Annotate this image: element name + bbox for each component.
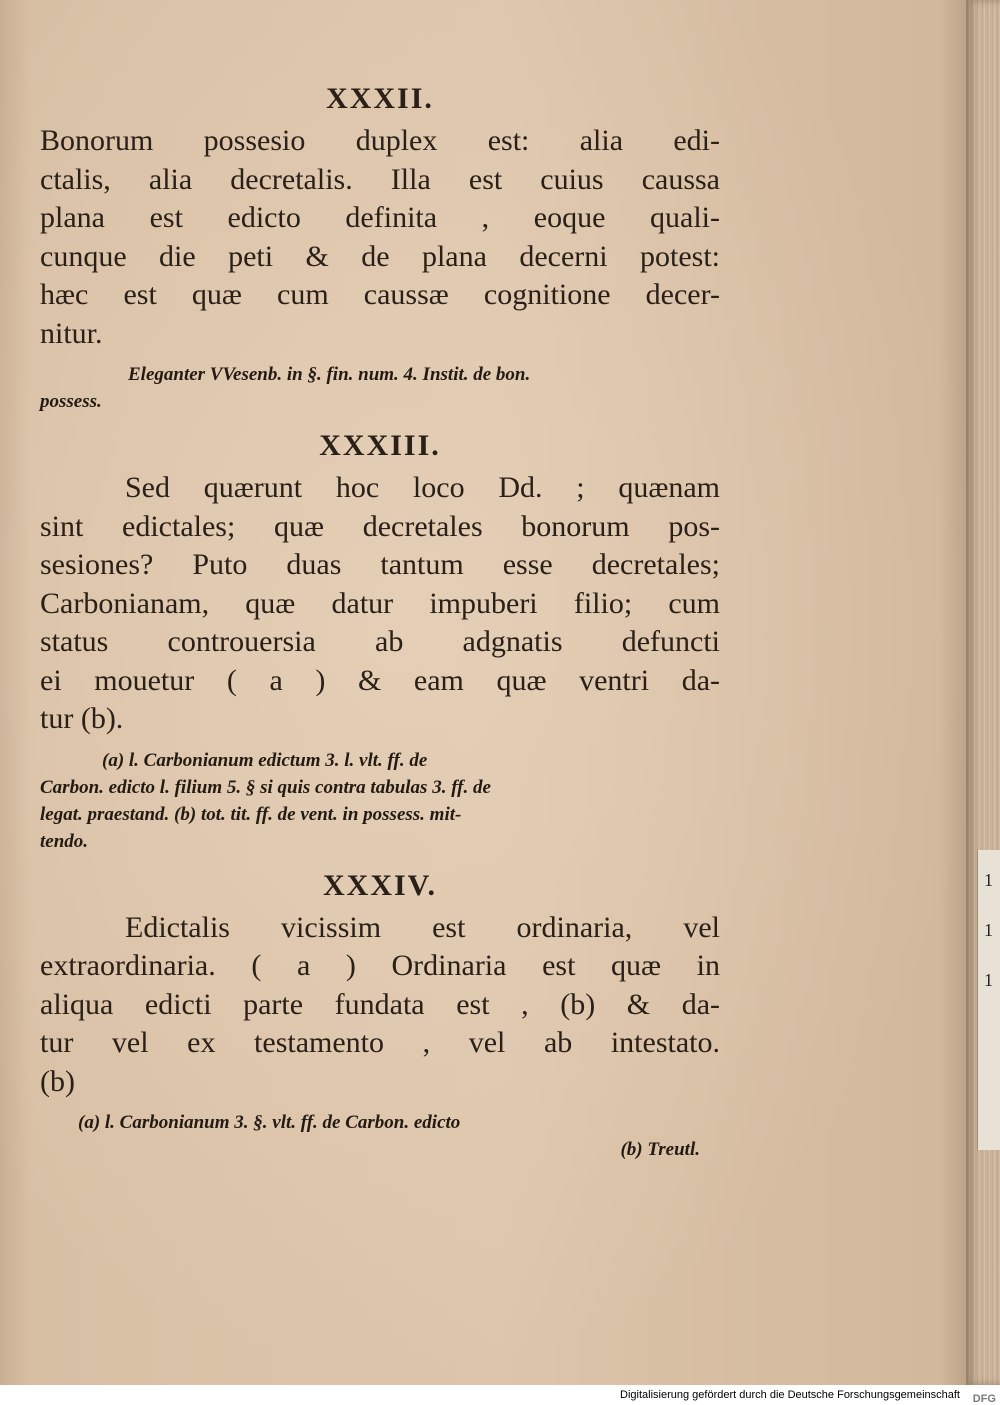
text-line: status controuersia ab adgnatis defuncti	[40, 625, 720, 658]
tab-mark: 1	[984, 920, 993, 940]
text-line: tur (b).	[40, 702, 124, 735]
section-heading: XXXII.	[326, 82, 434, 115]
text-line: (b)	[40, 1064, 75, 1098]
page-text	[40, 80, 720, 1175]
footnote-line: tendo.	[40, 830, 89, 852]
section-heading: XXXIV.	[323, 868, 437, 902]
text-line: hæc est quæ cum caussæ cognitione decer-	[40, 278, 720, 311]
bookmark-tabs	[977, 850, 1000, 1150]
text-line: Carbonianam, quæ datur impuberi filio; cum	[40, 586, 720, 620]
text-line: Sed quærunt hoc loco Dd. ; quænam	[125, 471, 720, 504]
dfg-logo-icon: DFG	[972, 1393, 996, 1405]
section-heading: XXXIII.	[319, 429, 441, 462]
text-line: ei mouetur ( a ) & eam quæ ventri da-	[40, 663, 720, 697]
section-paragraph	[40, 122, 720, 353]
section-paragraph	[40, 469, 720, 739]
text-line: tur vel ex testamento , vel ab intestato.	[40, 1026, 720, 1059]
footnote	[40, 1109, 720, 1163]
footnote-line: legat. praestand. (b) tot. tit. ff. de vent. in possess. mit-	[40, 803, 462, 825]
footnote-line: possess.	[40, 391, 102, 412]
text-line: ctalis, alia decretalis. Illa est cuius caussa	[40, 162, 720, 196]
footnote	[40, 361, 720, 415]
text-line: cunque die peti & de plana decerni potest:	[40, 239, 720, 273]
footnote-line: Carbon. edicto l. filium 5. § si quis contra tabulas 3. ff. de	[40, 776, 491, 798]
text-line: plana est edicto definita , eoque quali-	[40, 201, 720, 234]
footnote-line: (a) l. Carbonianum edictum 3. l. vlt. ff. de	[102, 749, 428, 771]
footnote	[40, 747, 720, 855]
book-fore-edge	[966, 0, 1000, 1385]
text-line: sint edictales; quæ decretales bonorum pos-	[40, 509, 720, 543]
footnote-line: Eleganter VVesenb. in §. fin. num. 4. Instit. de bon.	[128, 364, 531, 385]
tab-mark: 1	[984, 870, 993, 890]
text-line: Bonorum possesio duplex est: alia edi-	[40, 124, 720, 157]
text-line: aliqua edicti parte fundata est , (b) & da-	[40, 987, 720, 1021]
section-paragraph	[40, 909, 720, 1102]
tab-mark: 1	[984, 970, 993, 990]
text-line: Edictalis vicissim est ordinaria, vel	[125, 910, 720, 944]
text-line: sesiones? Puto duas tantum esse decretales;	[40, 548, 720, 581]
footnote-line: (a) l. Carbonianum 3. §. vlt. ff. de Carbon. edicto	[78, 1112, 461, 1133]
digitization-credit-bar	[0, 1385, 1000, 1405]
text-line: nitur.	[40, 316, 103, 350]
text-line: extraordinaria. ( a ) Ordinaria est quæ in	[40, 949, 720, 982]
digitization-credit: Digitalisierung gefördert durch die Deutsche Forschungsgemeinschaft	[620, 1389, 960, 1401]
footnote-line: (b) Treutl.	[620, 1139, 700, 1160]
